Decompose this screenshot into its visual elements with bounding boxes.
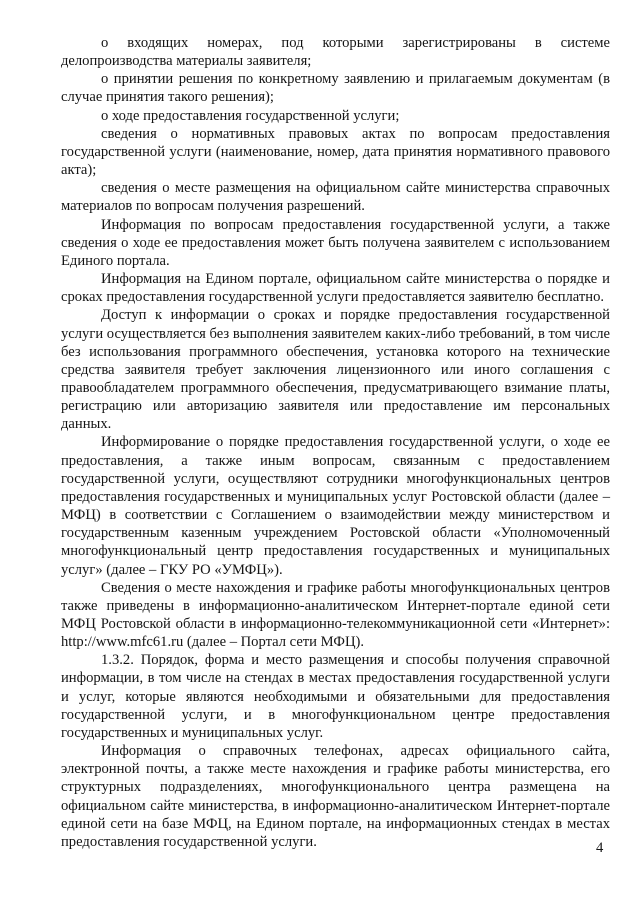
- paragraph-section-1-3-2: 1.3.2. Порядок, форма и место размещения и способы получения справочной информации, в том числе на стендах в местах предоставления государственной услуги и услуг, которые являются необходимыми и обязательными для предоставления государственной услуги, и в многофункциональном центре предоставления государственных и муниципальных услуг.: [61, 652, 610, 741]
- paragraph-service-progress: о ходе предоставления государственной услуги;: [101, 107, 400, 124]
- paragraph-reference-materials: сведения о месте размещения на официальном сайте министерства справочных материалов по вопросам получения разрешений.: [61, 180, 610, 215]
- paragraph-legal-acts: сведения о нормативных правовых актах по вопросам предоставления государственной услуги (наименование, номер, дата принятия нормативного правового акта);: [61, 125, 610, 179]
- paragraph-mfc-locations: Сведения о месте нахождения и графике работы многофункциональных центров также приведены в информационно-аналитическом Интернет-портале единой сети МФЦ Ростовской области в информационно-телекоммуникационной сети «Интернет»: http://www.mfc61.ru (далее – Портал сети МФЦ).: [61, 579, 610, 651]
- paragraph-access-to-information: Доступ к информации о сроках и порядке предоставления государственной услуги осуществляется без выполнения заявителем каких-либо требований, в том числе без использования программного обеспечения, установка которого на технические средства заявителя требует заключения лицензионного или иного соглашения с правообладателем программного обеспечения, предусматривающего взимание платы, регистрацию или авторизацию заявителя или предоставление им персональных данных.: [61, 307, 610, 433]
- paragraph-free-information: Информация на Едином портале, официальном сайте министерства о порядке и сроках предоставления государственной услуги предоставляется заявителю бесплатно.: [61, 271, 610, 306]
- paragraph-contact-information: Информация о справочных телефонах, адресах официального сайта, электронной почты, а также месте нахождения и графике работы министерства, его структурных подразделениях, многофункционального центра размещена на официальном сайте министерства, в информационно-аналитическом Интернет-портале единой сети на базе МФЦ, на Едином портале, на информационных стендах в местах предоставления государственной услуги.: [61, 743, 610, 850]
- paragraph-mfc-informing: Информирование о порядке предоставления государственной услуги, о ходе ее предоставления, а также иным вопросам, связанным с предоставлением государственной услуги, осуществляют сотрудники многофункциональных центров предоставления государственных и муниципальных услуг Ростовской области (далее – МФЦ) в соответствии с Соглашением о взаимодействии между министерством и государственным казенным учреждением Ростовской области «Уполномоченный многофункциональный центр предоставления государственных и муниципальных услуг» (далее – ГКУ РО «УМФЦ»).: [61, 434, 610, 578]
- paragraph-decision: о принятии решения по конкретному заявлению и прилагаемым документам (в случае принятия такого решения);: [61, 71, 610, 106]
- paragraph-unified-portal-info: Информация по вопросам предоставления государственной услуги, а также сведения о ходе ее предоставления может быть получена заявителем с использованием Единого портала.: [61, 216, 610, 269]
- paragraph-incoming-numbers: о входящих номерах, под которыми зарегистрированы в системе делопроизводства материалы заявителя;: [61, 35, 610, 70]
- document-body: [61, 34, 610, 851]
- page-number: 4: [596, 840, 604, 856]
